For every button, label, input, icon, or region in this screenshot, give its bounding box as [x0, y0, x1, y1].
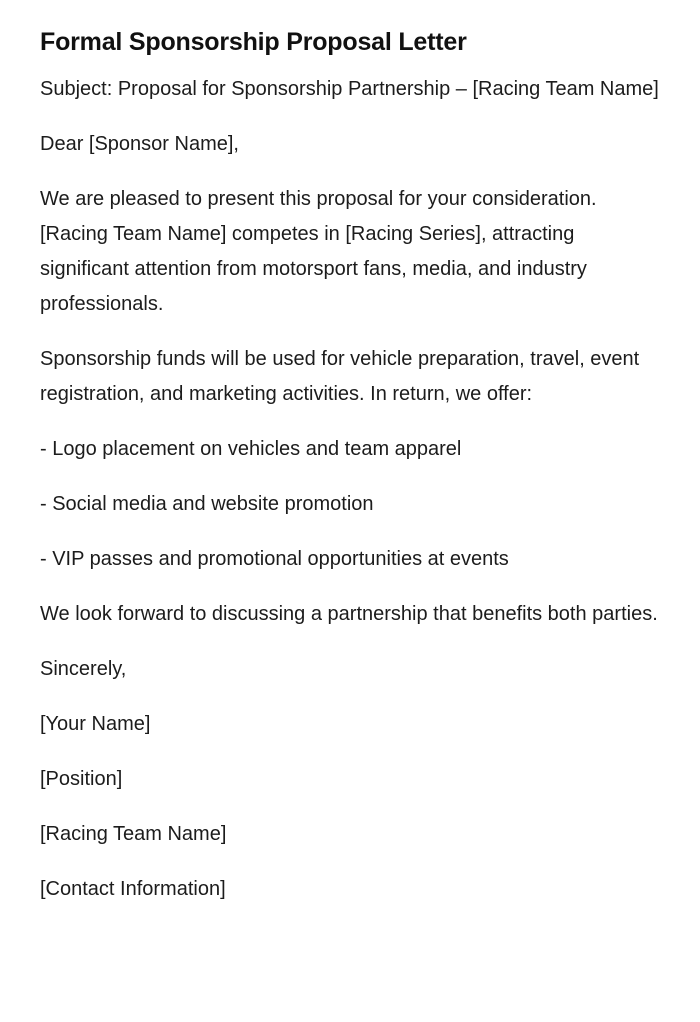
subject-line: Subject: Proposal for Sponsorship Partnership – [Racing Team Name]: [40, 78, 659, 100]
signature-contact: [Contact Information]: [40, 878, 226, 900]
intro-paragraph: We are pleased to present this proposal for your consideration. [Racing Team Name] competes in [Racing Series], attracting significant attention from motorsport fans, media, and industry professionals.: [40, 188, 597, 315]
offer-item-vip: - VIP passes and promotional opportunities at events: [40, 548, 509, 570]
signature-team: [Racing Team Name]: [40, 823, 227, 845]
sign-off: Sincerely,: [40, 658, 127, 680]
greeting: Dear [Sponsor Name],: [40, 133, 239, 155]
funds-paragraph: Sponsorship funds will be used for vehicle preparation, travel, event registration, and marketing activities. In return, we offer:: [40, 348, 640, 405]
signature-name: [Your Name]: [40, 713, 151, 735]
offer-item-social: - Social media and website promotion: [40, 493, 374, 515]
signature-position: [Position]: [40, 768, 123, 790]
document-title: Formal Sponsorship Proposal Letter: [40, 28, 467, 56]
closing-paragraph: We look forward to discussing a partnership that benefits both parties.: [40, 603, 658, 625]
offer-item-logo: - Logo placement on vehicles and team apparel: [40, 438, 462, 460]
